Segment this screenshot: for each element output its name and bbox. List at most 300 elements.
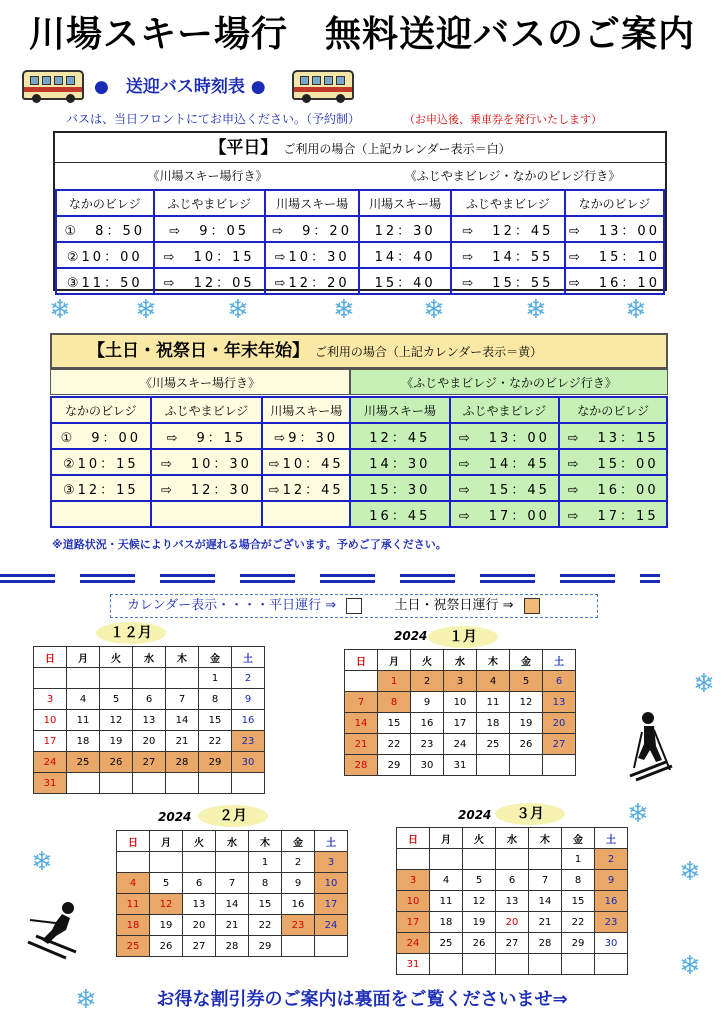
calendar-day bbox=[562, 954, 595, 975]
calendar-day: 18 bbox=[477, 713, 510, 734]
calendar-day: 6 bbox=[496, 870, 529, 891]
calendar-month: １２月 bbox=[96, 622, 166, 644]
calendar-day: 12 bbox=[463, 891, 496, 912]
weekday-header: 金 bbox=[282, 831, 315, 852]
calendar-day: 27 bbox=[496, 933, 529, 954]
time-cell: ⇨ 12：30 bbox=[151, 475, 263, 501]
calendar-day: 25 bbox=[430, 933, 463, 954]
calendar-day bbox=[463, 954, 496, 975]
calendar-day: 22 bbox=[562, 912, 595, 933]
calendar-day: 10 bbox=[444, 692, 477, 713]
divider-dash bbox=[480, 574, 535, 583]
calendar-day: 14 bbox=[166, 710, 199, 731]
calendar-day: 1 bbox=[562, 849, 595, 870]
time-cell: ⇨ 12：05 bbox=[154, 268, 265, 294]
subtitle-row bbox=[22, 68, 322, 102]
snowflake-icon: ❄ bbox=[525, 295, 547, 325]
calendar-day: 26 bbox=[463, 933, 496, 954]
calendar-day bbox=[199, 773, 232, 794]
time-cell: ②10：15 bbox=[51, 449, 151, 475]
calendar-legend bbox=[110, 594, 598, 618]
calendar-day bbox=[216, 852, 249, 873]
calendar-day: 9 bbox=[411, 692, 444, 713]
calendar-day: 9 bbox=[282, 873, 315, 894]
weekday-header: 木 bbox=[477, 650, 510, 671]
column-header: なかのビレジ bbox=[565, 190, 664, 216]
calendar-day: 29 bbox=[562, 933, 595, 954]
calendar-day bbox=[477, 755, 510, 776]
calendar-day: 15 bbox=[199, 710, 232, 731]
time-cell: 14：30 bbox=[350, 449, 449, 475]
calendar-day bbox=[315, 936, 348, 957]
weekday-header: 火 bbox=[183, 831, 216, 852]
month-calendar bbox=[396, 827, 628, 975]
calendar-day: 8 bbox=[562, 870, 595, 891]
weekday-header: 日 bbox=[34, 647, 67, 668]
route-outbound: 《川場スキー場行き》 bbox=[50, 369, 350, 395]
time-cell: ⇨ 14：45 bbox=[450, 449, 560, 475]
calendar-day: 3 bbox=[315, 852, 348, 873]
calendar-day: 26 bbox=[150, 936, 183, 957]
route-outbound: 《川場スキー場行き》 bbox=[147, 169, 268, 183]
calendar-day: 2 bbox=[595, 849, 628, 870]
calendar-day: 11 bbox=[430, 891, 463, 912]
weekday-header: 火 bbox=[463, 828, 496, 849]
time-cell bbox=[151, 501, 263, 527]
calendar-day: 21 bbox=[216, 915, 249, 936]
calendar-day: 3 bbox=[397, 870, 430, 891]
calendar-day: 8 bbox=[378, 692, 411, 713]
calendar-day: 4 bbox=[430, 870, 463, 891]
calendar-day: 28 bbox=[166, 752, 199, 773]
calendar-day: 29 bbox=[378, 755, 411, 776]
weekend-routes bbox=[50, 369, 668, 395]
calendar-day: 19 bbox=[100, 731, 133, 752]
snowflake-icon: ❄ bbox=[679, 857, 701, 887]
snowflake-icon: ❄ bbox=[625, 295, 647, 325]
divider-dash bbox=[320, 574, 375, 583]
column-header: ふじやまビレジ bbox=[451, 190, 565, 216]
time-cell: ① 9：00 bbox=[51, 423, 151, 449]
table-row bbox=[56, 216, 664, 242]
table-row bbox=[56, 242, 664, 268]
weekday-header: 水 bbox=[496, 828, 529, 849]
time-cell: ⇨9：30 bbox=[262, 423, 350, 449]
calendar-day: 13 bbox=[543, 692, 576, 713]
calendar-day: 23 bbox=[232, 731, 265, 752]
calendar-day: 29 bbox=[199, 752, 232, 773]
time-cell: ⇨ 13：00 bbox=[565, 216, 664, 242]
table-row bbox=[56, 268, 664, 294]
calendar-day: 25 bbox=[477, 734, 510, 755]
calendar-day: 15 bbox=[562, 891, 595, 912]
calendar-day bbox=[166, 773, 199, 794]
calendar-day: 6 bbox=[133, 689, 166, 710]
table-row bbox=[51, 423, 667, 449]
calendar-day: 12 bbox=[150, 894, 183, 915]
calendar-day: 11 bbox=[477, 692, 510, 713]
snowflake-icon: ❄ bbox=[627, 799, 649, 829]
calendar-day bbox=[529, 849, 562, 870]
weekday-header: 土 bbox=[543, 650, 576, 671]
calendar-day bbox=[529, 954, 562, 975]
snowflake-icon: ❄ bbox=[693, 669, 715, 699]
calendar-day: 6 bbox=[543, 671, 576, 692]
calendar-day: 2 bbox=[411, 671, 444, 692]
calendar-day bbox=[100, 773, 133, 794]
time-cell: 12：45 bbox=[350, 423, 449, 449]
time-cell: ⇨12：45 bbox=[262, 475, 350, 501]
weekday-header: 月 bbox=[378, 650, 411, 671]
weekday-header: 水 bbox=[133, 647, 166, 668]
calendar-day: 20 bbox=[183, 915, 216, 936]
calendar-day: 14 bbox=[345, 713, 378, 734]
calendar-day: 14 bbox=[216, 894, 249, 915]
calendar-day: 31 bbox=[444, 755, 477, 776]
weekday-header: 日 bbox=[345, 650, 378, 671]
calendar-day: 30 bbox=[595, 933, 628, 954]
calendar-day: 22 bbox=[199, 731, 232, 752]
time-cell: ⇨ 17：15 bbox=[559, 501, 667, 527]
route-return: 《ふじやまビレジ・なかのビレジ行き》 bbox=[404, 169, 621, 183]
calendar-day: 3 bbox=[444, 671, 477, 692]
legend-weekday-label: カレンダー表示・・・・平日運行 ⇒ bbox=[127, 598, 337, 613]
snowflake-icon: ❄ bbox=[31, 847, 53, 877]
calendar-day: 18 bbox=[430, 912, 463, 933]
calendar-year: 2024 bbox=[458, 808, 492, 822]
calendar-day bbox=[67, 773, 100, 794]
calendar-day: 24 bbox=[444, 734, 477, 755]
weekend-schedule-table bbox=[50, 396, 668, 528]
calendar-day: 24 bbox=[397, 933, 430, 954]
calendar-day: 4 bbox=[67, 689, 100, 710]
calendar-day: 1 bbox=[199, 668, 232, 689]
snowflake-icon: ❄ bbox=[423, 295, 445, 325]
timetable-subtitle: ● 送迎バス時刻表 ● bbox=[94, 77, 266, 97]
calendar-day: 21 bbox=[529, 912, 562, 933]
page-title: 川場スキー場行 無料送迎バスのご案内 bbox=[28, 14, 695, 55]
calendar-day: 12 bbox=[510, 692, 543, 713]
calendar-day: 23 bbox=[595, 912, 628, 933]
weekday-header: 金 bbox=[199, 647, 232, 668]
calendar-day: 19 bbox=[463, 912, 496, 933]
column-header: 川場スキー場 bbox=[265, 190, 360, 216]
time-cell: ③11：50 bbox=[56, 268, 154, 294]
calendar-day: 17 bbox=[444, 713, 477, 734]
weekday-header: 火 bbox=[100, 647, 133, 668]
calendar-day: 8 bbox=[199, 689, 232, 710]
divider-dash bbox=[560, 574, 615, 583]
skier-icon bbox=[26, 900, 88, 960]
calendar-day: 18 bbox=[67, 731, 100, 752]
calendar-day: 6 bbox=[183, 873, 216, 894]
weekend-heading bbox=[50, 333, 668, 369]
weekday-schedule-table bbox=[55, 189, 665, 295]
calendar-day: 5 bbox=[100, 689, 133, 710]
calendar-day bbox=[463, 849, 496, 870]
weekday-header: 水 bbox=[216, 831, 249, 852]
calendar-day: 13 bbox=[183, 894, 216, 915]
calendar-day: 19 bbox=[150, 915, 183, 936]
time-cell: 15：30 bbox=[350, 475, 449, 501]
calendar-day bbox=[595, 954, 628, 975]
weekday-header: 月 bbox=[430, 828, 463, 849]
calendar-day: 7 bbox=[345, 692, 378, 713]
calendar-day: 26 bbox=[510, 734, 543, 755]
calendar-day: 28 bbox=[216, 936, 249, 957]
divider-dash bbox=[400, 574, 455, 583]
calendar-day: 4 bbox=[117, 873, 150, 894]
time-cell: ⇨ 9：15 bbox=[151, 423, 263, 449]
delay-warning: ※道路状況・天候によりバスが遅れる場合がございます。予めご了承ください。 bbox=[52, 538, 447, 551]
legend-orange-swatch bbox=[524, 598, 540, 614]
calendar-day: 30 bbox=[411, 755, 444, 776]
weekday-header: 木 bbox=[529, 828, 562, 849]
calendar-day: 2 bbox=[232, 668, 265, 689]
calendar-day: 31 bbox=[397, 954, 430, 975]
time-cell: ⇨12：20 bbox=[265, 268, 360, 294]
weekend-heading-label: 【土日・祝祭日・年末年始】 bbox=[88, 341, 309, 361]
time-cell: ⇨ 14：55 bbox=[451, 242, 565, 268]
weekday-condition: ご利用の場合（上記カレンダー表示＝白） bbox=[283, 142, 511, 156]
column-header: 川場スキー場 bbox=[359, 190, 450, 216]
calendar-day bbox=[183, 852, 216, 873]
time-cell: ⇨ 10：30 bbox=[151, 449, 263, 475]
calendar-day: 7 bbox=[216, 873, 249, 894]
calendar-day bbox=[430, 954, 463, 975]
legend-weekend-label: 土日・祝祭日運行 ⇒ bbox=[394, 598, 514, 613]
calendar-day: 22 bbox=[249, 915, 282, 936]
calendar-day: 23 bbox=[411, 734, 444, 755]
table-row bbox=[51, 449, 667, 475]
calendar-day: 7 bbox=[529, 870, 562, 891]
calendar-day bbox=[232, 773, 265, 794]
calendar-day bbox=[100, 668, 133, 689]
calendar-day: 28 bbox=[345, 755, 378, 776]
calendar-day: 5 bbox=[150, 873, 183, 894]
time-cell: ⇨ 15：45 bbox=[450, 475, 560, 501]
calendar-day: 8 bbox=[249, 873, 282, 894]
snowflake-icon: ❄ bbox=[135, 295, 157, 325]
weekday-header: 金 bbox=[562, 828, 595, 849]
time-cell: ⇨10：45 bbox=[262, 449, 350, 475]
calendar-day: 20 bbox=[496, 912, 529, 933]
column-header: ふじやまビレジ bbox=[151, 397, 263, 423]
calendar-day: 31 bbox=[34, 773, 67, 794]
time-cell: ⇨ 15：10 bbox=[565, 242, 664, 268]
column-header: なかのビレジ bbox=[559, 397, 667, 423]
calendar-day bbox=[166, 668, 199, 689]
time-cell: ⇨ 10：15 bbox=[154, 242, 265, 268]
calendar-day: 27 bbox=[133, 752, 166, 773]
calendar-day: 24 bbox=[34, 752, 67, 773]
calendar-day: 17 bbox=[397, 912, 430, 933]
month-calendar bbox=[344, 649, 576, 776]
calendar-day: 27 bbox=[183, 936, 216, 957]
calendar-day: 11 bbox=[67, 710, 100, 731]
column-header: ふじやまビレジ bbox=[450, 397, 560, 423]
ticket-note: （お申込後、乗車券を発行いたします） bbox=[404, 113, 602, 126]
calendar-day: 5 bbox=[510, 671, 543, 692]
weekday-header: 日 bbox=[117, 831, 150, 852]
calendar-day bbox=[282, 936, 315, 957]
weekday-header: 土 bbox=[595, 828, 628, 849]
section-divider bbox=[0, 574, 724, 584]
calendar-day: 15 bbox=[378, 713, 411, 734]
weekday-header: 木 bbox=[249, 831, 282, 852]
time-cell: ⇨ 9：20 bbox=[265, 216, 360, 242]
weekday-header: 月 bbox=[67, 647, 100, 668]
divider-dash bbox=[240, 574, 295, 583]
calendar-day: 4 bbox=[477, 671, 510, 692]
time-cell: ⇨ 9：05 bbox=[154, 216, 265, 242]
calendar-day: 26 bbox=[100, 752, 133, 773]
calendar-day: 16 bbox=[411, 713, 444, 734]
calendar-day: 1 bbox=[249, 852, 282, 873]
calendar-day bbox=[117, 852, 150, 873]
time-cell: ⇨ 13：00 bbox=[450, 423, 560, 449]
divider-dash bbox=[0, 574, 55, 583]
calendar-day: 24 bbox=[315, 915, 348, 936]
calendar-day: 2 bbox=[282, 852, 315, 873]
calendar-day bbox=[543, 755, 576, 776]
time-cell: ⇨ 13：15 bbox=[559, 423, 667, 449]
discount-footer: お得な割引券のご案内は裏面をご覧くださいませ⇒ bbox=[156, 989, 568, 1010]
time-cell bbox=[262, 501, 350, 527]
weekday-heading bbox=[55, 133, 665, 163]
calendar-day bbox=[67, 668, 100, 689]
column-header: ふじやまビレジ bbox=[154, 190, 265, 216]
calendar-month: ２月 bbox=[198, 805, 268, 827]
calendar-day bbox=[510, 755, 543, 776]
calendar-day: 10 bbox=[315, 873, 348, 894]
calendar-day: 28 bbox=[529, 933, 562, 954]
table-row bbox=[51, 475, 667, 501]
column-header: 川場スキー場 bbox=[350, 397, 449, 423]
calendar-day: 21 bbox=[166, 731, 199, 752]
time-cell: ⇨10：30 bbox=[265, 242, 360, 268]
calendar-day: 18 bbox=[117, 915, 150, 936]
divider-dash bbox=[80, 574, 135, 583]
calendar-day bbox=[133, 773, 166, 794]
weekday-header: 土 bbox=[315, 831, 348, 852]
skier-icon bbox=[626, 710, 678, 782]
time-cell: 15：40 bbox=[359, 268, 450, 294]
calendar-day: 22 bbox=[378, 734, 411, 755]
calendar-day: 27 bbox=[543, 734, 576, 755]
time-cell: ③12：15 bbox=[51, 475, 151, 501]
time-cell: ① 8：50 bbox=[56, 216, 154, 242]
calendar-day: 7 bbox=[166, 689, 199, 710]
calendar-year: 2024 bbox=[394, 629, 428, 643]
bus-icon bbox=[22, 70, 84, 100]
weekday-timetable bbox=[53, 131, 667, 291]
calendar-day: 19 bbox=[510, 713, 543, 734]
time-cell: ⇨ 17：00 bbox=[450, 501, 560, 527]
month-calendar bbox=[33, 646, 265, 794]
snowflake-icon: ❄ bbox=[75, 985, 97, 1015]
weekday-header: 土 bbox=[232, 647, 265, 668]
legend-white-swatch bbox=[346, 598, 362, 614]
calendar-day bbox=[133, 668, 166, 689]
snowflake-icon: ❄ bbox=[49, 295, 71, 325]
calendar-day: 9 bbox=[595, 870, 628, 891]
time-cell: ⇨ 15：00 bbox=[559, 449, 667, 475]
snowflake-icon: ❄ bbox=[227, 295, 249, 325]
calendar-day: 12 bbox=[100, 710, 133, 731]
calendar-day: 23 bbox=[282, 915, 315, 936]
calendar-day: 17 bbox=[315, 894, 348, 915]
column-header: なかのビレジ bbox=[56, 190, 154, 216]
column-header: 川場スキー場 bbox=[262, 397, 350, 423]
time-cell bbox=[51, 501, 151, 527]
weekday-header: 金 bbox=[510, 650, 543, 671]
time-cell: 16：45 bbox=[350, 501, 449, 527]
calendar-day: 14 bbox=[529, 891, 562, 912]
calendar-day: 21 bbox=[345, 734, 378, 755]
snowflake-icon: ❄ bbox=[333, 295, 355, 325]
calendar-day: 13 bbox=[496, 891, 529, 912]
calendar-day: 20 bbox=[133, 731, 166, 752]
calendar-day: 20 bbox=[543, 713, 576, 734]
weekday-routes bbox=[55, 163, 665, 189]
weekday-header: 木 bbox=[166, 647, 199, 668]
divider-dash bbox=[640, 574, 660, 583]
calendar-year: 2024 bbox=[158, 810, 192, 824]
calendar-day bbox=[345, 671, 378, 692]
weekday-header: 日 bbox=[397, 828, 430, 849]
column-header: なかのビレジ bbox=[51, 397, 151, 423]
time-cell: ⇨ 15：55 bbox=[451, 268, 565, 294]
table-row bbox=[51, 501, 667, 527]
calendar-day bbox=[496, 849, 529, 870]
calendar-day: 15 bbox=[249, 894, 282, 915]
weekday-header: 火 bbox=[411, 650, 444, 671]
weekday-heading-label: 【平日】 bbox=[209, 138, 278, 158]
calendar-day: 5 bbox=[463, 870, 496, 891]
calendar-day: 25 bbox=[117, 936, 150, 957]
calendar-day bbox=[430, 849, 463, 870]
weekend-condition: ご利用の場合（上記カレンダー表示＝黄） bbox=[314, 345, 543, 359]
time-cell: 12：30 bbox=[359, 216, 450, 242]
calendar-month: １月 bbox=[428, 626, 498, 648]
calendar-day bbox=[397, 849, 430, 870]
time-cell: ②10：00 bbox=[56, 242, 154, 268]
calendar-day: 11 bbox=[117, 894, 150, 915]
reservation-note: バスは、当日フロントにてお申込ください。（予約制） bbox=[66, 112, 361, 126]
weekday-header: 水 bbox=[444, 650, 477, 671]
calendar-day: 1 bbox=[378, 671, 411, 692]
calendar-day bbox=[496, 954, 529, 975]
time-cell: ⇨ 12：45 bbox=[451, 216, 565, 242]
calendar-day: 9 bbox=[232, 689, 265, 710]
snowflake-icon: ❄ bbox=[679, 951, 701, 981]
calendar-day: 30 bbox=[232, 752, 265, 773]
calendar-day: 16 bbox=[595, 891, 628, 912]
calendar-day: 10 bbox=[34, 710, 67, 731]
calendar-day: 29 bbox=[249, 936, 282, 957]
calendar-day: 3 bbox=[34, 689, 67, 710]
month-calendar bbox=[116, 830, 348, 957]
weekday-header: 月 bbox=[150, 831, 183, 852]
calendar-month: ３月 bbox=[495, 803, 565, 825]
time-cell: ⇨ 16：10 bbox=[565, 268, 664, 294]
calendar-day bbox=[150, 852, 183, 873]
calendar-day: 25 bbox=[67, 752, 100, 773]
route-return: 《ふじやまビレジ・なかのビレジ行き》 bbox=[350, 369, 668, 395]
calendar-day bbox=[34, 668, 67, 689]
time-cell: ⇨ 16：00 bbox=[559, 475, 667, 501]
